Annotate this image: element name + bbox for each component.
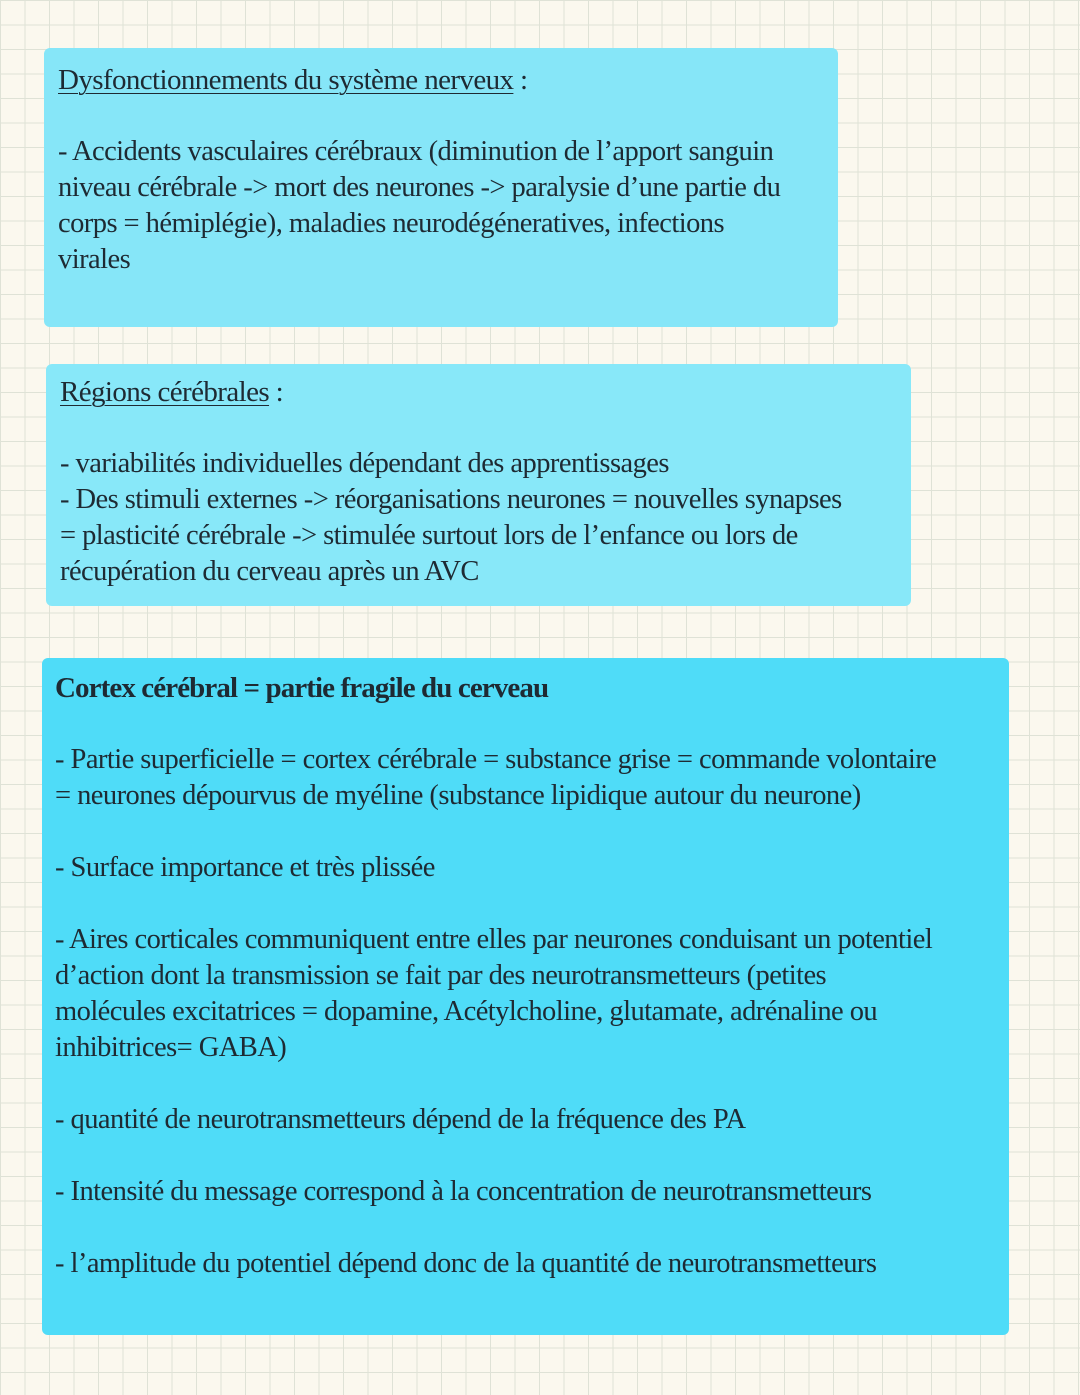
- body-line: d’action dont la transmission se fait par des neurotransmetteurs (petites: [55, 960, 827, 991]
- body-line: - variabilités individuelles dépendant des apprentissages: [60, 448, 669, 479]
- body-line: - l’amplitude du potentiel dépend donc de la quantité de neurotransmetteurs: [55, 1248, 877, 1279]
- section-title: Cortex cérébral = partie fragile du cerveau: [55, 672, 549, 704]
- body-line: - Intensité du message correspond à la concentration de neurotransmetteurs: [55, 1176, 872, 1207]
- section-title: Dysfonctionnements du système nerveux :: [58, 64, 528, 96]
- section-title: Régions cérébrales :: [60, 376, 284, 408]
- body-line: virales: [58, 244, 131, 275]
- body-line: - Des stimuli externes -> réorganisations neurones = nouvelles synapses: [60, 484, 842, 515]
- body-line: - Surface importance et très plissée: [55, 852, 435, 883]
- body-line: - Partie superficielle = cortex cérébrale = substance grise = commande volontaire: [55, 744, 937, 775]
- body-line: = plasticité cérébrale -> stimulée surtout lors de l’enfance ou lors de: [60, 520, 798, 551]
- body-line: niveau cérébrale -> mort des neurones -> paralysie d’une partie du: [58, 172, 781, 203]
- body-line: molécules excitatrices = dopamine, Acétylcholine, glutamate, adrénaline ou: [55, 996, 878, 1027]
- card-cortex-cerebral: [42, 658, 1009, 1335]
- card-dysfonctionnements: [44, 48, 838, 327]
- card-regions-cerebrales: [46, 364, 911, 606]
- body-line: - Aires corticales communiquent entre elles par neurones conduisant un potentiel: [55, 924, 933, 955]
- body-line: - quantité de neurotransmetteurs dépend de la fréquence des PA: [55, 1104, 746, 1135]
- body-line: inhibitrices= GABA): [55, 1032, 287, 1063]
- body-line: récupération du cerveau après un AVC: [60, 556, 479, 587]
- body-line: - Accidents vasculaires cérébraux (diminution de l’apport sanguin: [58, 136, 774, 167]
- body-line: = neurones dépourvus de myéline (substance lipidique autour du neurone): [55, 780, 861, 811]
- body-line: corps = hémiplégie), maladies neurodégéneratives, infections: [58, 208, 725, 239]
